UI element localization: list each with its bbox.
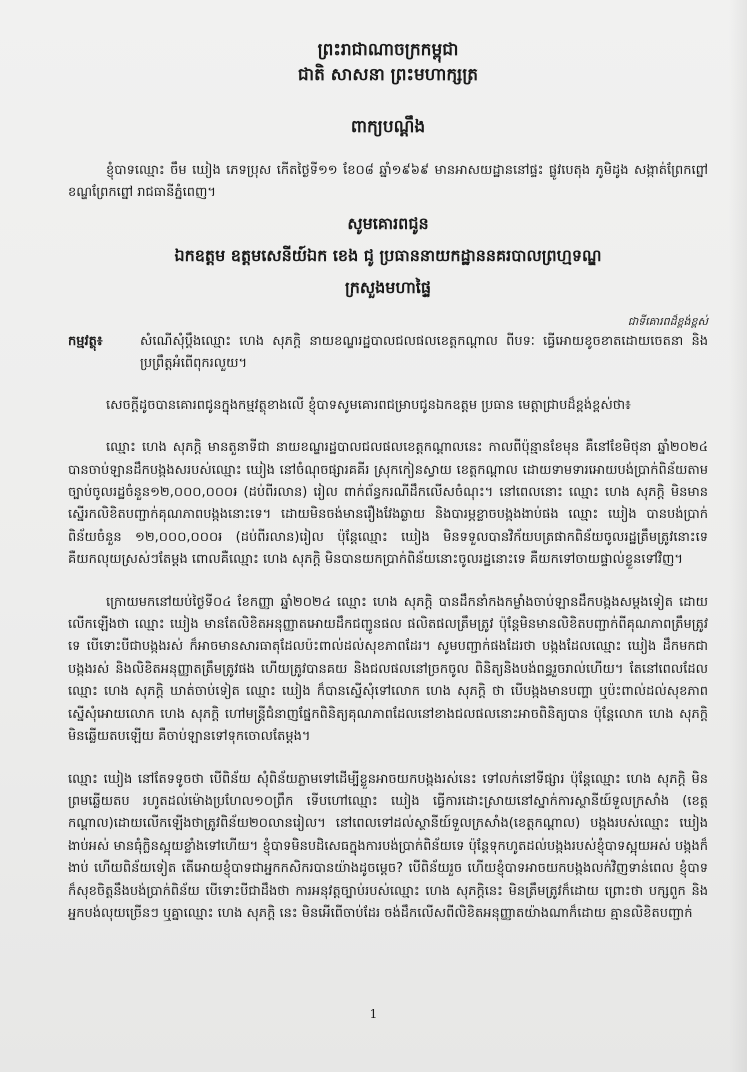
intro-paragraph: ខ្ញុំបាទឈ្មោះ ចឹម ឃៀង ភេទប្រុស កើតថ្ងៃទី១១ ខែ០៨ ឆ្នាំ១៩៦៩ មានអាសយដ្ឋាននៅផ្ទះ ផ្លូវបេតុង ភូមិដូង សង្កាត់ព្រែកព្នៅ ខណ្ឌព្រែកព្នៅ រាជធានីភ្នំពេញ។ — [68, 163, 708, 201]
page-number: 1 — [369, 1007, 378, 1021]
subject-text: សំណើសុំប្ដឹងឈ្មោះ ហេង សុភក្ដិ នាយខណ្ឌរដ្ឋបាលជលផលខេត្តកណ្ដាល ពីបទៈ ធ្វើអោយខូចខាតដោយចេតនា និងប្រព្រឹត្តអំពើពុករលួយ។ — [140, 333, 708, 371]
subject-label: កម្មវត្ថុ៖ — [68, 333, 103, 349]
addressee-greeting: សូមគោរពជូន — [347, 213, 429, 233]
body-paragraph-1: សេចក្ដីដូចបានគោរពជូនក្នុងកម្មវត្ថុខាងលើ ខ្ញុំបាទសូមគោរពជម្រាបជូនឯកឧត្ដម ប្រធាន មេត្តាជ្រាបដ៏ខ្ពង់ខ្ពស់ថា៖ — [106, 397, 631, 413]
body-paragraph-2: ឈ្មោះ ហេង សុភក្ដិ មានតួនាទីជា នាយខណ្ឌរដ្ឋបាលជលផលខេត្តកណ្ដាលនេះ កាលពីប៉ុន្មានខែមុន គឺនៅខែមិថុនា ឆ្នាំ២០២៤ បានចាប់ឡានដឹកបង្កងសរបស់ឈ្មោះ ឃៀង នៅចំណុចផ្សារគគីរ ស្រុកកៀនស្វាយ ខេត្តកណ្ដាល ដោយទាមទារអោយបង់ប្រាក់ពិន័យតាមច្បាប់ចូលរដ្ឋចំនួន១២,០០០,០០០៛ (ដប់ពីរលាន) រៀល ពាក់ព័ន្ធករណីដឹកលើសចំណុះ។ នៅពេលនោះ ឈ្មោះ ហេង សុភក្ដិ មិនមានស្នើរកលិខិតបញ្ជាក់គុណភាពបង្កងនោះទេ។ ដោយមិនចង់មានរឿងវែងឆ្ងាយ និងបារម្ភខ្លាចបង្កងងាប់ផង ឈ្មោះ ឃៀង បានបង់ប្រាក់ពិន័យចំនួន ១២,០០០,០០០៛ (ដប់ពីរលាន)រៀល ប៉ុន្តែឈ្មោះ ឃៀង មិនទទួលបានវិក័យបត្រផាកពិន័យចូលរដ្ឋត្រឹមត្រូវនោះទេ គឺយកលុយស្រស់ៗតែម្ដង ពោលគឺឈ្មោះ ហេង សុភក្ដិ មិនបានយកប្រាក់ពិន័យនោះចូលរដ្ឋនោះទេ គឺយកទៅចាយផ្ទាល់ខ្លួនទៅវិញ។ — [68, 440, 708, 568]
document-content — [68, 38, 708, 925]
addressee-ministry: ក្រសួងមហាផ្ទៃ — [344, 277, 431, 297]
respect-note: ជាទីគោរពដ៏ខ្ពង់ខ្ពស់ — [627, 314, 708, 328]
paper-shadow — [729, 0, 747, 1072]
subject-block — [68, 331, 708, 375]
document-title: ពាក្យបណ្ដឹង — [350, 117, 426, 137]
motto-heading: ជាតិ សាសនា ព្រះមហាក្សត្រ — [297, 65, 479, 85]
addressee-name: ឯកឧត្ដម ឧត្ដមសេនីយ៍ឯក ខេង ជូ ប្រធាននាយកដ្ឋាននគរបាលព្រហ្មទណ្ឌ — [174, 245, 602, 265]
body-paragraph-3: ក្រោយមកនៅយប់ថ្ងៃទី០៤ ខែកញ្ញា ឆ្នាំ២០២៤ ឈ្មោះ ហេង សុភក្ដិ បានដឹកនាំកងកម្លាំងចាប់ឡានដឹកបង្កងសម្ដងទៀត ដោយលើកឡើងថា ឈ្មោះ ឃៀង មានតែលិខិតអនុញ្ញាតអោយដឹកជញ្ជូនផល ផលិតផលត្រឹមត្រូវ ប៉ុន្តែមិនមានលិខិតបញ្ជាក់ពីគុណភាពត្រឹមត្រូវទេ បើទោះបីជាបង្កងរស់ ក៏អាចមានសារធាតុដែលប៉ះពាល់ដល់សុខភាពដែរ។ សូមបញ្ជាក់ផងដែរថា បង្កងដែលឈ្មោះ ឃៀង ដឹកមកជា បង្កងរស់ និងលិខិតអនុញ្ញាតត្រឹមត្រូវផង ហើយត្រូវបានគយ និងជលផលនៅច្រកចូល ពិនិត្យនិងបង់ពន្ធរួចរាល់ហើយ។ តែនៅពេលដែលឈ្មោះ ហេង សុភក្ដិ ឃាត់ចាប់ទៀត ឈ្មោះ ឃៀង ក៏បានស្នើសុំទៅលោក ហេង សុភក្ដិ ថា បើបង្កងមានបញ្ហា ឬប៉ះពាល់ដល់សុខភាព ស្នើសុំអោយលោក ហេង សុភក្ដិ ហៅមន្ត្រីជំនាញផ្នែកពិនិត្យគុណភាពដែលនៅខាងជលផលនោះអាចពិនិត្យបាន ប៉ុន្តែលោក ហេង សុភក្ដិ មិនឆ្លើយតបឡើយ គឺចាប់ឡានទៅទុកចោលតែម្ដង។ — [68, 594, 708, 745]
kingdom-heading: ព្រះរាជាណាចក្រកម្ពុជា — [317, 40, 459, 60]
body-paragraph-4: ឈ្មោះ ឃៀង នៅតែទទូចថា បើពិន័យ សុំពិន័យភ្លាមទៅដើម្បីខ្លួនអាចយកបង្កងរស់នេះ ទៅលក់នៅទីផ្សារ ប៉ុន្តែឈ្មោះ ហេង សុភក្ដិ មិនព្រមឆ្លើយតប រហូតដល់ម៉ោងប្រហែល១០ព្រឹក ទើបហៅឈ្មោះ ឃៀង ធ្វើការដោះស្រាយនៅស្នាក់ការស្ថានីយ៍ទួលក្រសាំង (ខេត្តកណ្ដាល)ដោយលើកឡើងថាត្រូវពិន័យ២០លានរៀល។ នៅពេលទៅដល់ស្ថានីយ៍ទួលក្រសាំង(ខេត្តកណ្ដាល) បង្កងរបស់ឈ្មោះ ឃៀង ងាប់អស់ មានធុំក្លិនស្អុយខ្លាំងទៅហើយ។ ខ្ញុំបាទមិនបដិសេធក្នុងការបង់ប្រាក់ពិន័យទេ ប៉ុន្តែទុកហូតដល់បង្កងរបស់ខ្ញុំបាទស្អុយអស់ បង្កងក៏ងាប់ ហើយពិន័យទៀត តើអោយខ្ញុំបាទជាអ្នកកសិករបានយ៉ាងដូចម្ដេច? បើពិន័យរួច ហើយខ្ញុំបាទអាចយកបង្កងលក់វិញទាន់ពេល ខ្ញុំបាទក៏សុខចិត្តនឹងបង់ប្រាក់ពិន័យ បើទោះបីជាដឹងថា ការអនុវត្តច្បាប់របស់ឈ្មោះ ហេង សុភក្ដិនេះ មិនត្រឹមត្រូវក៏ដោយ ព្រោះថា បក្សពួក និងអ្នកបង់លុយច្រើនៗ ឬគ្នាឈ្មោះ ហេង សុភក្ដិ នេះ មិនអើពើចាប់ដែរ ចង់ដឹកលើសពីលិខិតអនុញ្ញាតយ៉ាងណាក៏ដោយ គ្មានលិខិតបញ្ជាក់ — [68, 771, 708, 921]
